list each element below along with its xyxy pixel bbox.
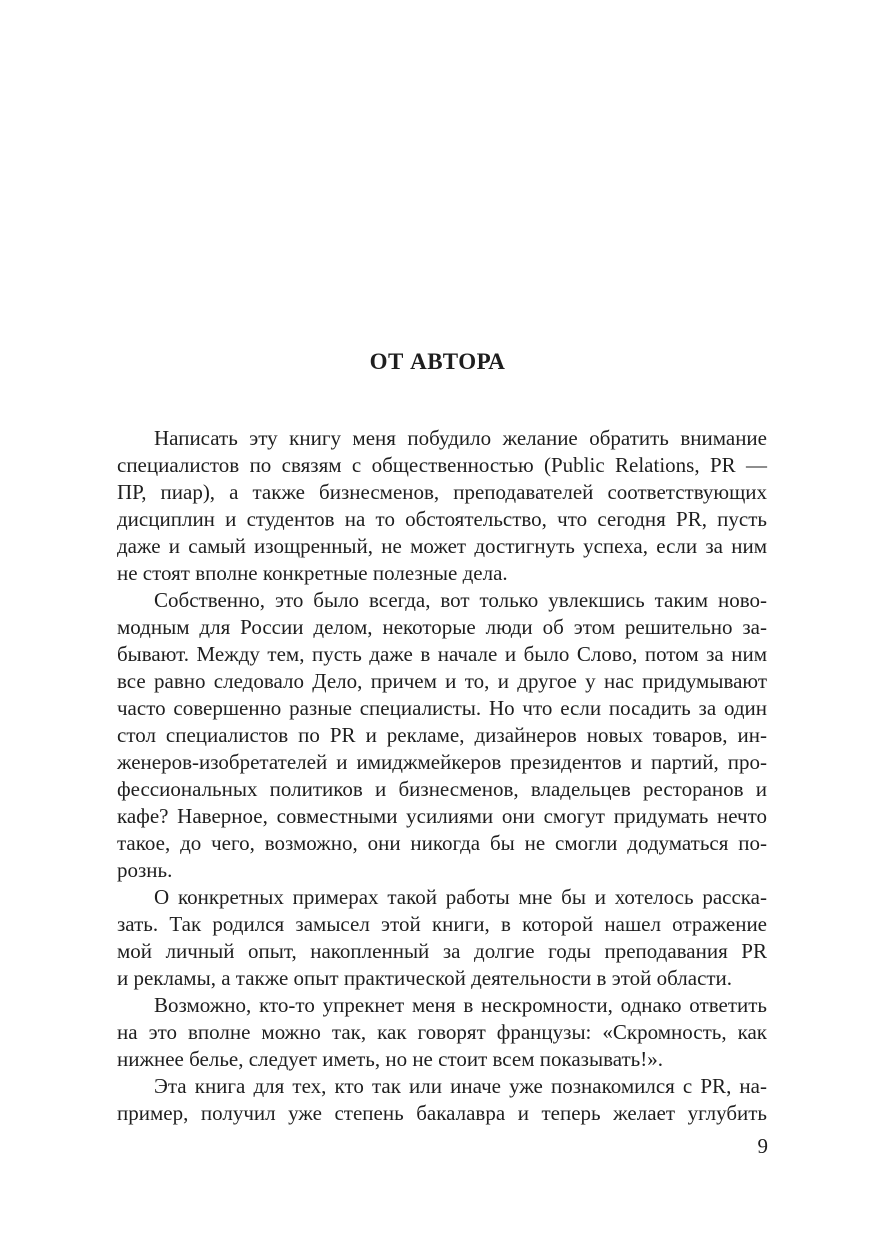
text-line: зать. Так родился замысел этой книги, в которой нашел отражение [117, 912, 767, 936]
page-number: 9 [757, 1134, 768, 1158]
paragraph-5 [117, 1073, 767, 1127]
text-line: кафе? Наверное, совместными усилиями они смогут придумать нечто [117, 804, 767, 828]
text-line: даже и самый изощренный, не может достигнуть успеха, если за ним [117, 534, 767, 558]
text-line: стол специалистов по PR и рекламе, дизайнеров новых товаров, ин- [117, 723, 767, 747]
text-line: фессиональных политиков и бизнесменов, владельцев ресторанов и [117, 777, 767, 801]
text-line: часто совершенно разные специалисты. Но что если посадить за один [117, 696, 767, 720]
body-text [117, 425, 767, 1127]
text-line: нижнее белье, следует иметь, но не стоит всем показывать!». [117, 1047, 663, 1071]
text-line: пример, получил уже степень бакалавра и теперь желает углубить [117, 1101, 767, 1125]
text-line: не стоят вполне конкретные полезные дела. [117, 561, 508, 585]
page-title: ОТ АВТОРА [369, 349, 506, 374]
paragraph-3 [117, 884, 767, 992]
text-line: рознь. [117, 858, 173, 882]
text-line: мой личный опыт, накопленный за долгие годы преподавания PR [117, 939, 767, 963]
text-line: Собственно, это было всегда, вот только увлекшись таким ново- [154, 588, 767, 612]
text-line: такое, до чего, возможно, они никогда бы не смогли додуматься по- [117, 831, 767, 855]
text-line: О конкретных примерах такой работы мне бы и хотелось расска- [154, 885, 767, 909]
text-line: Написать эту книгу меня побудило желание обратить внимание [154, 426, 767, 450]
paragraph-2 [117, 587, 767, 884]
text-line: бывают. Между тем, пусть даже в начале и было Слово, потом за ним [117, 642, 767, 666]
text-line: Эта книга для тех, кто так или иначе уже познакомился с PR, на- [154, 1074, 767, 1098]
paragraph-4 [117, 992, 767, 1073]
text-line: дисциплин и студентов на то обстоятельство, что сегодня PR, пусть [117, 507, 767, 531]
text-line: женеров-изобретателей и имиджмейкеров президентов и партий, про- [117, 750, 767, 774]
text-line: и рекламы, а также опыт практической деятельности в этой области. [117, 966, 733, 990]
text-line: ПР, пиар), а также бизнесменов, преподавателей соответствующих [117, 480, 767, 504]
text-line: специалистов по связям с общественностью (Public Relations, PR — [117, 453, 767, 477]
text-line: модным для России делом, некоторые люди об этом решительно за- [117, 615, 767, 639]
paragraph-1 [117, 425, 767, 587]
text-line: все равно следовало Дело, причем и то, и другое у нас придумывают [117, 669, 767, 693]
text-line: на это вполне можно так, как говорят французы: «Скромность, как [117, 1020, 767, 1044]
text-line: Возможно, кто-то упрекнет меня в нескромности, однако ответить [154, 993, 767, 1017]
